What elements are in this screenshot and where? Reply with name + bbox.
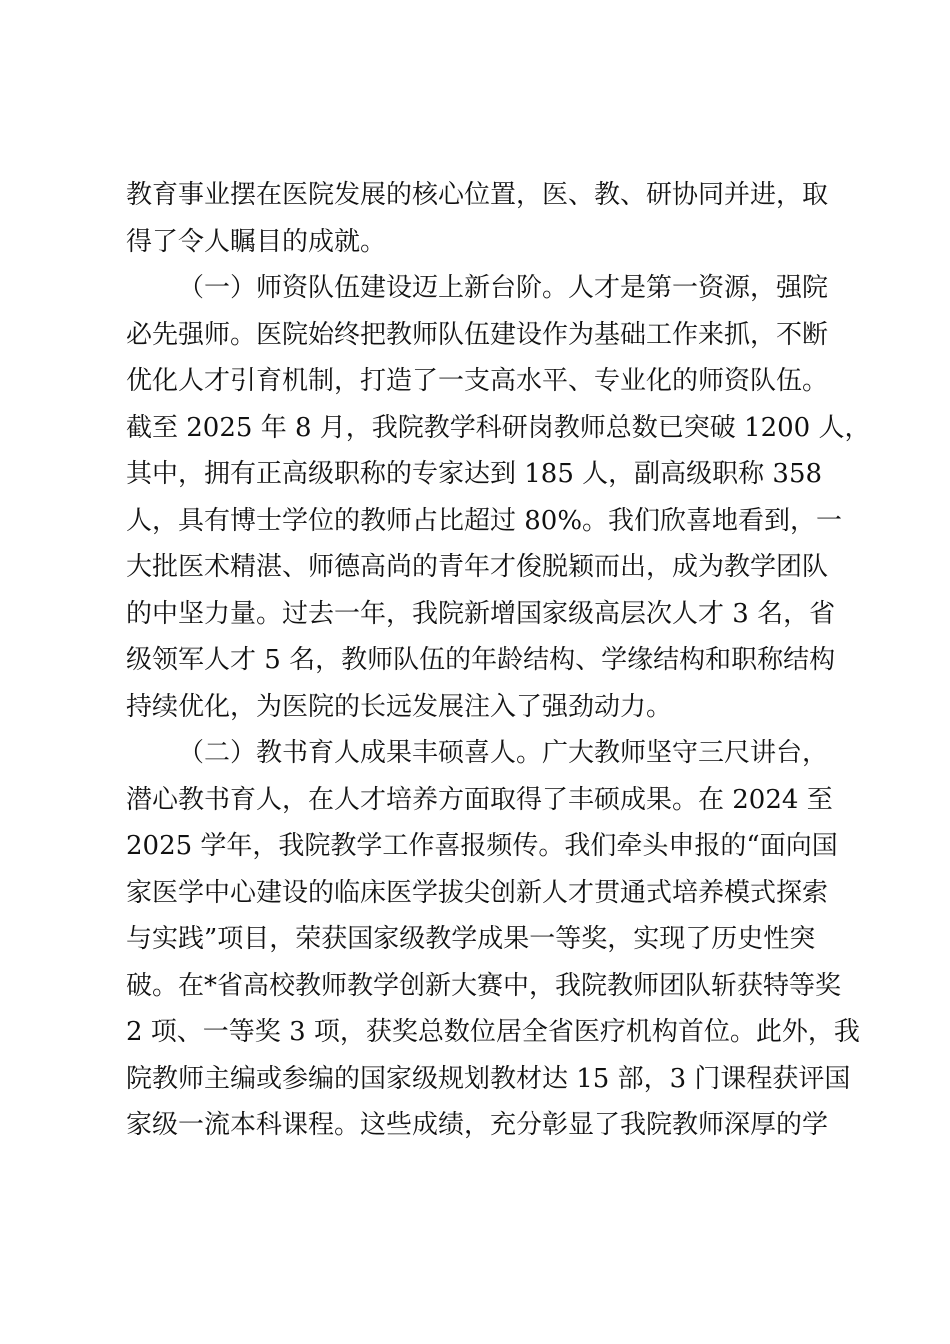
text-line: 2025 学年，我院教学工作喜报频传。我们牵头申报的“面向国 [126, 831, 838, 861]
text-line: 大批医术精湛、师德高尚的青年才俊脱颖而出，成为教学团队 [126, 552, 829, 582]
body-text [126, 172, 871, 1149]
section-heading-line: （二）教书育人成果丰硕喜人。广大教师坚守三尺讲台， [178, 738, 829, 768]
text-line: 教育事业摆在医院发展的核心位置，医、教、研协同并进，取 [126, 180, 829, 210]
text-line: 其中，拥有正高级职称的专家达到 185 人，副高级职称 358 [126, 459, 823, 489]
text-line: 的中坚力量。过去一年，我院新增国家级高层次人才 3 名，省 [126, 598, 836, 629]
text-line: 破。在*省高校教师教学创新大赛中，我院教师团队斩获特等奖 [126, 970, 842, 1001]
text-line: 得了令人瞩目的成就。 [126, 226, 387, 257]
text-line: 级领军人才 5 名，教师队伍的年龄结构、学缘结构和职称结构 [126, 645, 836, 675]
text-line: 持续优化，为医院的长远发展注入了强劲动力。 [126, 691, 673, 722]
text-line: 2 项、一等奖 3 项，获奖总数位居全省医疗机构首位。此外，我 [126, 1017, 860, 1047]
text-line: 院教师主编或参编的国家级规划教材达 15 部，3 门课程获评国 [126, 1063, 851, 1094]
text-line: 潜心教书育人，在人才培养方面取得了丰硕成果。在 2024 至 [126, 784, 833, 815]
text-line: 截至 2025 年 8 月，我院教学科研岗教师总数已突破 1200 人， [126, 412, 871, 443]
text-line: 家级一流本科课程。这些成绩，充分彰显了我院教师深厚的学 [126, 1110, 829, 1140]
text-line: 优化人才引育机制，打造了一支高水平、专业化的师资队伍。 [126, 366, 829, 396]
section-heading-line: （一）师资队伍建设迈上新台阶。人才是第一资源，强院 [178, 273, 829, 303]
text-line: 与实践”项目，荣获国家级教学成果一等奖，实现了历史性突 [126, 924, 816, 954]
text-line: 家医学中心建设的临床医学拔尖创新人才贯通式培养模式探索 [126, 877, 829, 908]
text-line: 人，具有博士学位的教师占比超过 80%。我们欣喜地看到，一 [126, 505, 843, 536]
text-line: 必先强师。医院始终把教师队伍建设作为基础工作来抓，不断 [126, 319, 829, 350]
